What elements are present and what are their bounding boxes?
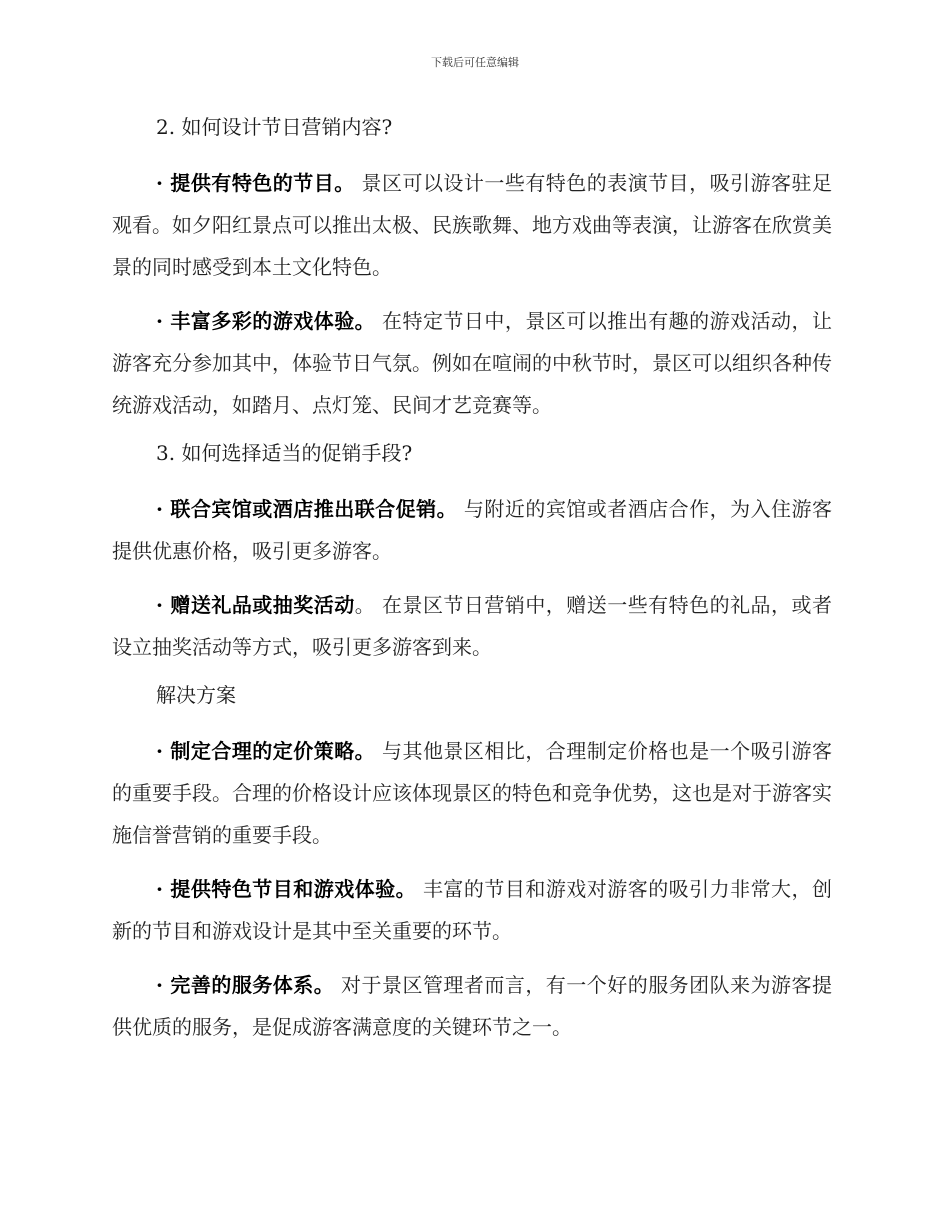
paragraph: [112, 584, 832, 668]
paragraph-lead: · 提供有特色的节目。: [156, 171, 355, 195]
paragraph: [112, 488, 832, 572]
page-header: 下载后可任意编辑: [431, 56, 519, 69]
paragraph-text: 在特定节日中，景区可以推出有趣的游戏活动，让游客充分参加其中，体验节日气氛。例如在喧闹的中秋节时，景区可以组织各种传统游戏活动，如踏月、点灯笼、民间才艺竞赛等。: [112, 309, 832, 417]
paragraph-lead: · 完善的服务体系。: [156, 973, 335, 997]
paragraph-lead: · 制定合理的定价策略。: [156, 739, 376, 763]
paragraph: [112, 964, 832, 1048]
paragraph-lead: · 提供特色节目和游戏体验。: [156, 877, 417, 901]
paragraph-lead: · 赠送礼品或抽奖活动: [156, 593, 355, 617]
paragraph: [112, 868, 832, 952]
section-heading: 2. 如何设计节日营销内容?: [156, 115, 393, 139]
paragraph-text: 与其他景区相比，合理制定价格也是一个吸引游客的重要手段。合理的价格设计应该体现景区的特色和竞争优势，这也是对于游客实施信誉营销的重要手段。: [112, 739, 832, 847]
document-body: [112, 112, 832, 1060]
paragraph: [112, 730, 832, 856]
paragraph: [112, 162, 832, 288]
paragraph-lead: · 丰富多彩的游戏体验。: [156, 309, 376, 333]
paragraph-text: 景区可以设计一些有特色的表演节目，吸引游客驻足观看。如夕阳红景点可以推出太极、民族歌舞、地方戏曲等表演，让游客在欣赏美景的同时感受到本土文化特色。: [112, 171, 832, 279]
paragraph-text: 与附近的宾馆或者酒店合作，为入住游客提供优惠价格，吸引更多游客。: [112, 497, 833, 563]
paragraph-text: 丰富的节目和游戏对游客的吸引力非常大，创新的节目和游戏设计是其中至关重要的环节。: [112, 877, 832, 943]
paragraph-lead: · 联合宾馆或酒店推出联合促销。: [156, 497, 458, 521]
paragraph-text: 对于景区管理者而言，有一个好的服务团队来为游客提供优质的服务，是促成游客满意度的关键环节之一。: [112, 973, 832, 1039]
section-heading: 解决方案: [156, 683, 236, 707]
paragraph: [112, 300, 832, 426]
paragraph-text: 。 在景区节日营销中，赠送一些有特色的礼品，或者设立抽奖活动等方式，吸引更多游客到来。: [112, 593, 832, 659]
section-heading: 3. 如何选择适当的促销手段?: [156, 441, 413, 465]
